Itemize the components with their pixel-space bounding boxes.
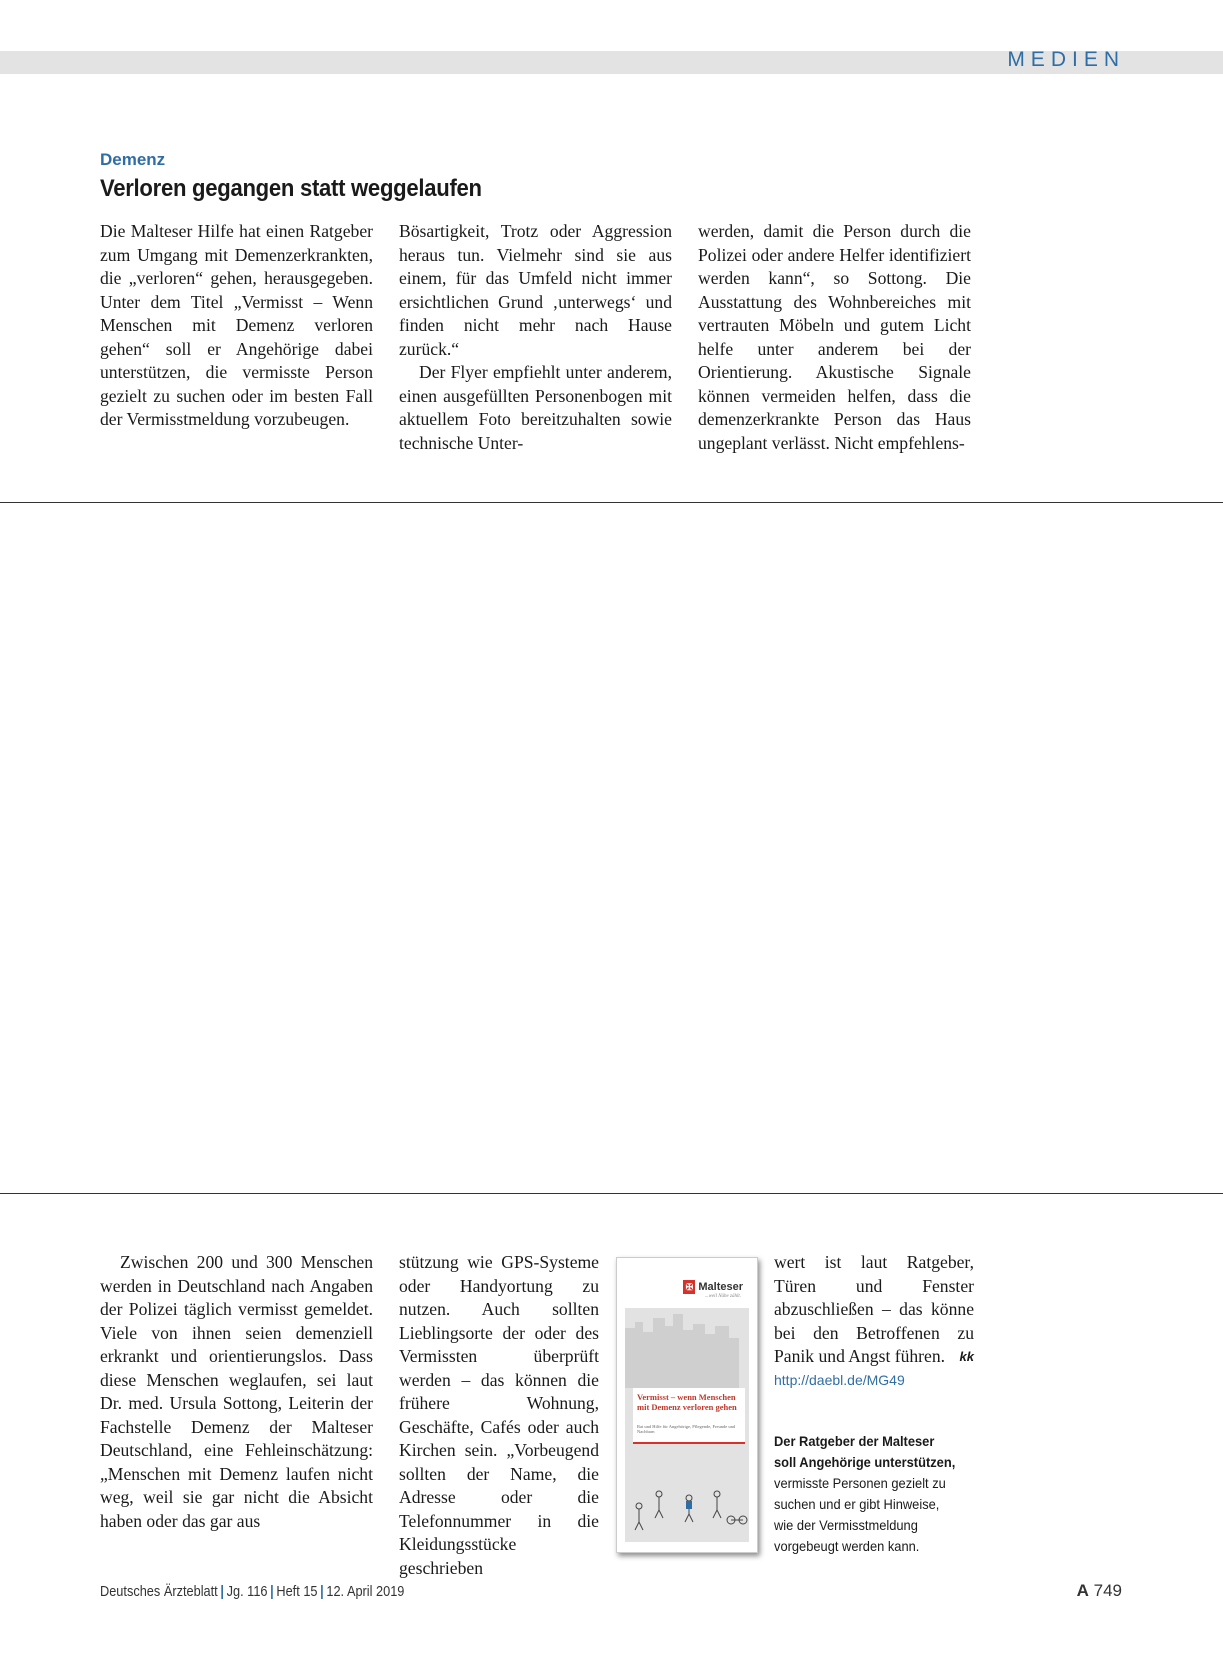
paragraph: Die Malteser Hilfe hat einen Ratgeber zum Umgang mit Demenzerkrankten, die „verloren“ gehen, herausgegeben. Unter dem Titel „Vermisst – Wenn Menschen mit Demenz verloren gehen“ soll er Angehörige dabei unterstützen, die vermisste Person gezielt zu suchen oder im besten Fall der Vermisstmeldung vorzubeugen.: [100, 221, 373, 429]
maltese-cross-icon: ✠: [683, 1280, 695, 1294]
paragraph: Der Flyer empfiehlt unter anderem, einen ausgefüllten Personenbogen mit aktuellem Foto bereitzuhalten sowie technische Unter-: [399, 362, 672, 453]
section-label: MEDIEN: [1007, 48, 1125, 71]
bottom-column-3: [774, 1251, 974, 1392]
bottom-column-2: [399, 1251, 599, 1580]
flyer-title-box: [633, 1388, 745, 1444]
separator: |: [320, 1584, 324, 1600]
article-headline: Verloren gegangen statt weggelaufen: [100, 175, 482, 202]
caption-body: vermisste Personen gezielt zu suchen und er gibt Hinweise, wie der Vermisstmeldung vorgebeugt werden kann.: [774, 1475, 946, 1554]
malteser-logo: ✠ Malteser: [683, 1280, 743, 1294]
divider-bottom: [0, 1193, 1223, 1194]
top-column-3: [698, 220, 971, 455]
volume: Jg. 116: [226, 1584, 268, 1600]
author-signature: kk: [959, 1349, 974, 1364]
journal-name: Deutsches Ärzteblatt: [100, 1584, 218, 1600]
bottom-column-1: [100, 1251, 373, 1533]
flyer-cover: [625, 1272, 749, 1542]
paragraph: Bösartigkeit, Trotz oder Aggression heraus tun. Vielmehr sind sie aus einem, für das Umfeld nicht immer ersichtlichen Grund ‚unterwegs‘ und finden nicht mehr nach Hause zurück.“: [399, 221, 672, 359]
image-caption: [774, 1431, 958, 1557]
divider-top: [0, 502, 1223, 503]
paragraph: werden, damit die Person durch die Polizei oder andere Helfer identifiziert werden kann“, so Sottong. Die Ausstattung des Wohnbereiches mit vertrauten Möbeln und gutem Licht helfe unter anderem bei der Orientierung. Akustische Signale können vermeiden helfen, dass die demenzerkrankte Person das Haus ungeplant verlässt. Nicht empfehlens-: [698, 221, 971, 453]
issue-date: 12. April 2019: [326, 1584, 405, 1600]
people-illustration: [625, 1472, 749, 1542]
paragraph: [774, 1251, 974, 1369]
caption-lead: Der Ratgeber der Malteser soll Angehörige unterstützen,: [774, 1433, 956, 1470]
flyer-image: [616, 1257, 758, 1553]
page-number: A 749: [1076, 1581, 1122, 1600]
separator: |: [220, 1584, 224, 1600]
flyer-slogan: ...weil Nähe zählt.: [704, 1294, 741, 1299]
flyer-subtitle: Rat und Hilfe für Angehörige, Pflegende, Freunde und Nachbarn: [637, 1424, 736, 1434]
flyer-title: Vermisst – wenn Menschen mit Demenz verloren gehen: [637, 1392, 737, 1412]
article-kicker: Demenz: [100, 150, 166, 169]
issue: Heft 15: [276, 1584, 318, 1600]
separator: |: [270, 1584, 274, 1600]
article-link[interactable]: http://daebl.de/MG49: [774, 1371, 905, 1388]
top-column-2: [399, 220, 672, 455]
closing-text: wert ist laut Ratgeber, Türen und Fenster abzuschließen – das könne bei den Betroffenen zu Panik und Angst führen.: [774, 1252, 974, 1366]
paragraph: stützung wie GPS-Systeme oder Handyortung zu nutzen. Auch sollten Lieblingsorte der oder des Vermissten überprüft werden – das können die frühere Wohnung, Geschäfte, Cafés oder auch Kirchen sein. „Vorbeugend sollten der Name, die Adresse oder die Telefonnummer in die Kleidungsstücke geschrieben: [399, 1252, 599, 1578]
top-column-1: [100, 220, 373, 432]
footer: [100, 1584, 404, 1600]
skyline-illustration: [625, 1308, 749, 1388]
paragraph: Zwischen 200 und 300 Menschen werden in Deutschland nach Angaben der Polizei täglich vermisst gemeldet. Viele von ihnen seien demenziell erkrankt und orientierungslos. Dass diese Menschen weglaufen, sei laut Dr. med. Ursula Sottong, Leiterin der Fachstelle Demenz der Malteser Deutschland, eine Fehleinschätzung: „Menschen mit Demenz laufen nicht weg, weil sie gar nicht die Absicht haben oder das gar aus: [100, 1252, 373, 1531]
